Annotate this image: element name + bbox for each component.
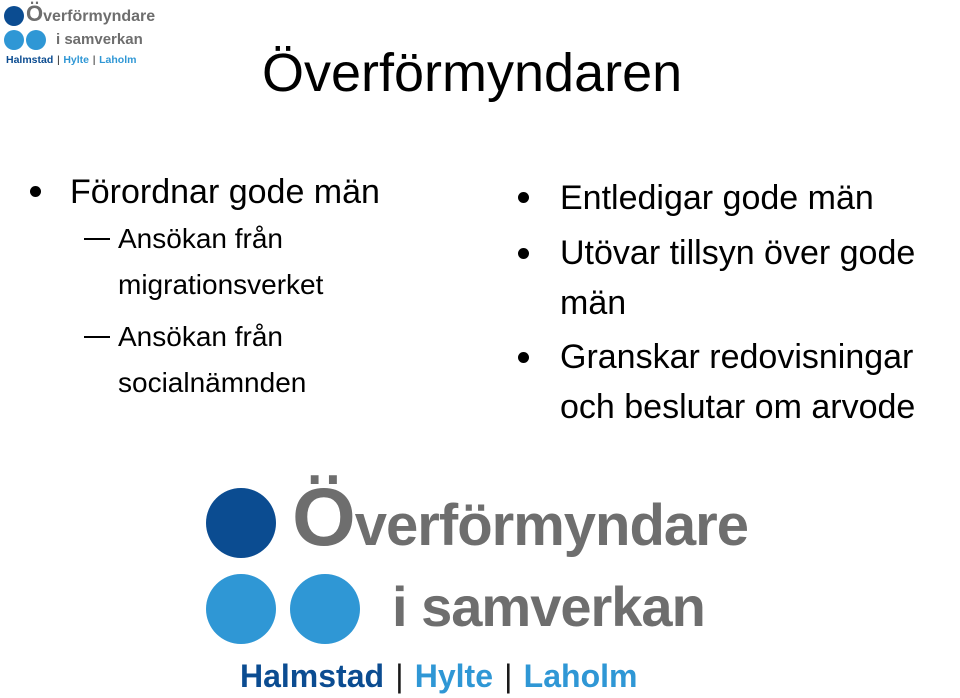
- logo-line1: Överförmyndare: [292, 472, 748, 563]
- sub-bullet-item: Ansökan från socialnämnden: [30, 314, 450, 406]
- bullet-item: Entledigar gode män: [518, 172, 958, 224]
- logo-circle-dark: [4, 6, 24, 26]
- bullet-icon: [518, 248, 529, 259]
- logo-cities: Halmstad | Hylte | Laholm: [6, 54, 137, 66]
- logo-large: [200, 472, 760, 698]
- bullet-item: Granskar redovisningar och beslutar om arvode: [518, 332, 958, 432]
- dash-icon: [84, 336, 110, 338]
- slide-title: Överförmyndaren: [262, 43, 683, 103]
- logo-small: [4, 1, 164, 70]
- bullet-list-right: [518, 172, 958, 436]
- logo-cities: Halmstad | Hylte | Laholm: [240, 658, 638, 694]
- logo-circle-light: [206, 574, 276, 644]
- logo-circle-light: [26, 30, 46, 50]
- bullet-list-left: [30, 172, 450, 412]
- logo-line2: i samverkan: [392, 575, 705, 638]
- bullet-item: Förordnar gode män Ansökan från migrationsverket Ansökan från socialnämnden: [30, 172, 450, 406]
- logo-circle-light: [4, 30, 24, 50]
- logo-circle-light: [290, 574, 360, 644]
- logo-line1: Överförmyndare: [26, 1, 156, 26]
- bullet-item: Utövar tillsyn över gode män: [518, 228, 958, 328]
- logo-circle-dark: [206, 488, 276, 558]
- dash-icon: [84, 238, 110, 240]
- bullet-icon: [30, 186, 41, 197]
- bullet-icon: [518, 192, 529, 203]
- sub-bullet-item: Ansökan från migrationsverket: [30, 216, 450, 308]
- bullet-icon: [518, 352, 529, 363]
- sub-bullet-list: [70, 216, 450, 406]
- logo-line2: i samverkan: [56, 31, 143, 48]
